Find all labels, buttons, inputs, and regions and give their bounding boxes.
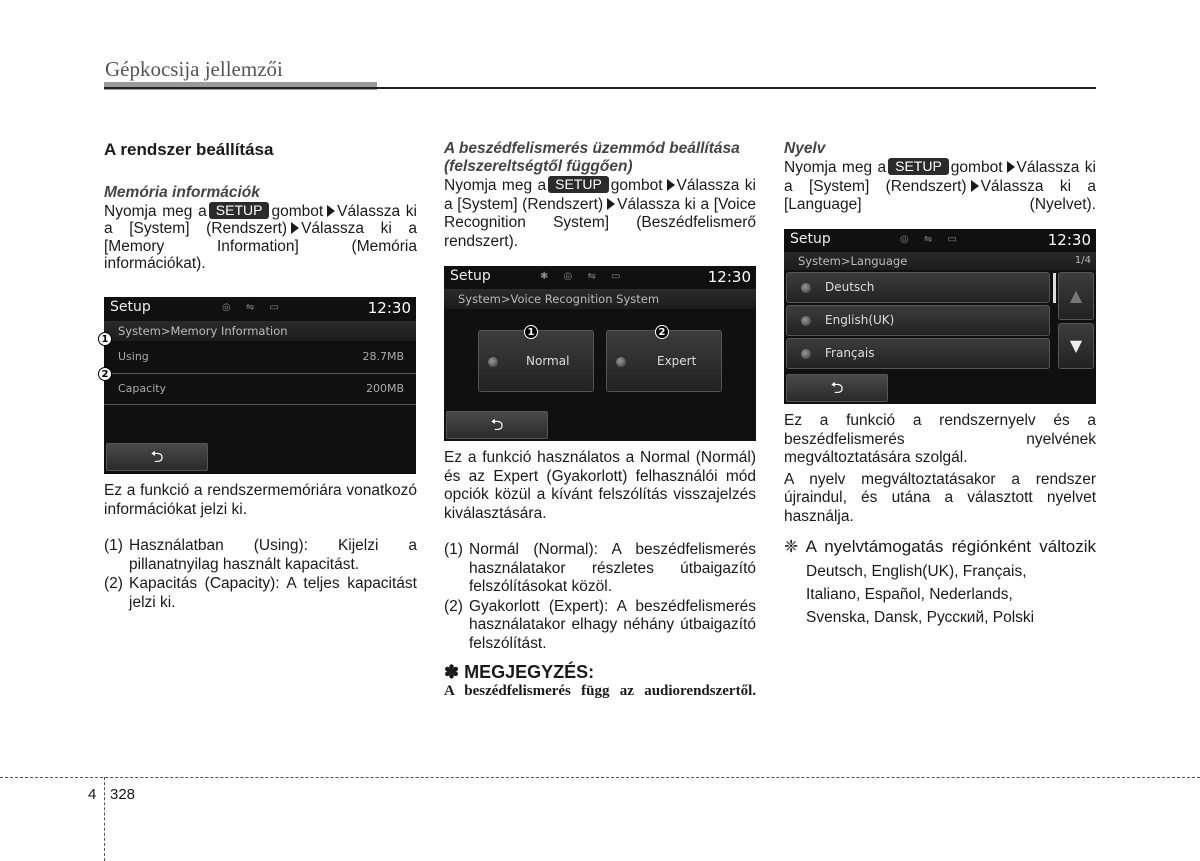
- setup-key: SETUP: [888, 158, 949, 175]
- instr-text: gombot: [950, 159, 1003, 176]
- option-expert[interactable]: [606, 330, 722, 392]
- arrow-right-icon: [1007, 161, 1015, 173]
- languages-line: Deutsch, English(UK), Français,: [806, 563, 1027, 580]
- page-header-title: Gépkocsija jellemzői: [105, 57, 283, 81]
- scroll-up-button[interactable]: ▲: [1058, 272, 1094, 320]
- memory-items: [104, 537, 417, 612]
- languages-line: Svenska, Dansk, Русский, Polski: [806, 609, 1035, 626]
- row-value: 28.7MB: [362, 350, 404, 363]
- row-using: [104, 343, 416, 374]
- instr-text: Nyomja meg a: [444, 177, 547, 194]
- instr-text: Válassza ki a [System] (Rendszert): [784, 159, 1096, 195]
- screen-clock: 12:30: [1047, 231, 1091, 249]
- instructions: [104, 202, 417, 273]
- arrow-right-icon: [971, 180, 979, 192]
- page-number: 328: [110, 786, 136, 803]
- language-option-francais[interactable]: [786, 338, 1050, 369]
- breadcrumb: [784, 252, 1096, 270]
- supported-languages: [784, 560, 1096, 629]
- list-item: [444, 598, 756, 654]
- voice-description-block: [444, 449, 756, 700]
- language-label: English(UK): [825, 313, 895, 327]
- voice-description: Ez a funkció használatos a Normal (Normál) és az Expert (Gyakorlott) felhasználói mód opciók közül a kívánt felszólítás visszajelzés kiválasztására.: [444, 449, 756, 522]
- voice-recognition-screen: [444, 266, 756, 441]
- breadcrumb: System>Memory Information: [104, 321, 416, 341]
- note-title: ✽ MEGJEGYZÉS:: [444, 662, 595, 682]
- callout-2: 2: [655, 325, 669, 339]
- language-option-deutsch[interactable]: [786, 272, 1050, 303]
- back-button[interactable]: ⮌: [106, 443, 208, 471]
- back-button[interactable]: ⮌: [786, 374, 888, 402]
- section-title: A rendszer beállítása: [104, 140, 274, 159]
- item-number: (1): [104, 537, 123, 554]
- arrow-right-icon: [327, 205, 335, 217]
- language-label: Deutsch: [825, 280, 875, 294]
- item-number: (2): [444, 597, 463, 615]
- option-normal[interactable]: [478, 330, 594, 392]
- row-label: Capacity: [118, 382, 167, 395]
- instr-text: Válassza ki a [Voice Recognition System] (Beszédfelismerő rendszert).: [444, 195, 756, 250]
- memory-description: Ez a funkció a rendszermemóriára vonatkozó információkat jelzi ki.: [104, 482, 417, 518]
- language-description-2: A nyelv megváltoztatásakor a rendszer újraindul, és utána a választott nyelvet használja.: [784, 470, 1096, 525]
- instr-text: Válassza ki a [System] (Rendszert): [444, 177, 756, 213]
- breadcrumb: System>Voice Recognition System: [444, 289, 756, 309]
- arrow-right-icon: [607, 198, 615, 210]
- instr-text: gombot: [271, 202, 324, 220]
- back-button[interactable]: ⮌: [446, 411, 548, 439]
- subsection-title: Memória információk: [104, 183, 260, 201]
- instr-text: gombot: [610, 177, 663, 194]
- arrow-right-icon: [667, 179, 675, 191]
- arrow-right-icon: [291, 222, 299, 234]
- item-number: (1): [444, 541, 463, 558]
- subsection-title: A beszédfelismerés üzemmód beállítása (felszereltségtől függően): [444, 140, 740, 175]
- voice-items: [444, 541, 756, 653]
- instr-text: Nyomja meg a: [784, 159, 887, 176]
- radio-icon: [801, 349, 811, 359]
- item-number: (2): [104, 575, 123, 592]
- scroll-down-button[interactable]: ▼: [1058, 323, 1094, 369]
- language-option-english[interactable]: [786, 305, 1050, 336]
- callout-1: 1: [524, 325, 538, 339]
- page-indicator: 1/4: [1074, 255, 1091, 266]
- instr-text: Nyomja meg a: [104, 202, 207, 220]
- column-language: [784, 140, 1096, 215]
- screen-title: Setup: [110, 299, 151, 315]
- memory-description-block: [104, 482, 417, 612]
- item-text: Normál (Normal): A beszédfelismerés használatakor részletes útbaigazító felszólításokat közöl.: [469, 541, 756, 595]
- screen-title: Setup: [790, 231, 831, 247]
- footer-divider: [0, 777, 1200, 778]
- language-description-1: Ez a funkció a rendszernyelv és a beszédfelismerés nyelvének megváltoztatására szolgál.: [784, 412, 1096, 466]
- column-voice: [444, 140, 756, 251]
- item-text: Használatban (Using): Kijelzi a pillanatnyilag használt kapacitást.: [129, 537, 417, 573]
- column-memory: [104, 140, 417, 273]
- screen-title: Setup: [450, 268, 491, 284]
- subsection-title: Nyelv: [784, 140, 826, 157]
- list-item: [104, 575, 417, 612]
- language-description-block: [784, 412, 1096, 629]
- footer-vertical-divider: [104, 777, 105, 861]
- row-capacity: [104, 375, 416, 405]
- breadcrumb-text: System>Language: [798, 254, 908, 268]
- language-note-title: ❈ A nyelvtámogatás régiónként változik: [784, 537, 1096, 556]
- instr-text: Válassza ki a [System] (Rendszert): [104, 202, 417, 237]
- callout-2: 2: [98, 367, 112, 381]
- status-icons: ◎ ⇋ ▭: [900, 234, 963, 245]
- item-text: Kapacitás (Capacity): A teljes kapacitást jelzi ki.: [129, 575, 417, 611]
- setup-key: SETUP: [209, 202, 270, 219]
- languages-line: Italiano, Español, Nederlands,: [806, 586, 1013, 603]
- status-icons: ✱ ◎ ⇋ ▭: [540, 271, 627, 282]
- status-icons: ◎ ⇋ ▭: [222, 302, 285, 313]
- list-item: [444, 541, 756, 597]
- memory-info-screen: [101, 297, 416, 474]
- screen-clock: 12:30: [367, 299, 411, 317]
- row-label: Using: [118, 350, 149, 363]
- instructions: [444, 176, 756, 251]
- instr-text: Válassza ki a [Memory Information] (Memória információkat).: [104, 220, 417, 272]
- instr-text: Válassza ki a [Language] (Nyelvet).: [784, 177, 1096, 213]
- screen-clock: 12:30: [707, 268, 751, 286]
- language-screen: [784, 229, 1096, 404]
- list-item: [104, 537, 417, 574]
- row-value: 200MB: [365, 382, 404, 395]
- radio-icon: [801, 316, 811, 326]
- radio-icon: [616, 357, 626, 367]
- instructions: [784, 158, 1096, 215]
- radio-icon: [801, 283, 811, 293]
- note-body: A beszédfelismerés függ az audiorendszertől.: [444, 682, 756, 699]
- language-label: Français: [825, 346, 875, 360]
- radio-icon: [488, 357, 498, 367]
- option-label: Normal: [526, 354, 570, 368]
- option-label: Expert: [657, 354, 697, 368]
- header-rule: [104, 87, 1096, 89]
- setup-key: SETUP: [548, 176, 609, 193]
- scroll-indicator: [1053, 273, 1056, 303]
- callout-1: 1: [98, 332, 112, 346]
- chapter-number: 4: [88, 786, 97, 803]
- item-text: Gyakorlott (Expert): A beszédfelismerés használatakor elhagy néhány útbaigazító felszólítást.: [469, 597, 756, 652]
